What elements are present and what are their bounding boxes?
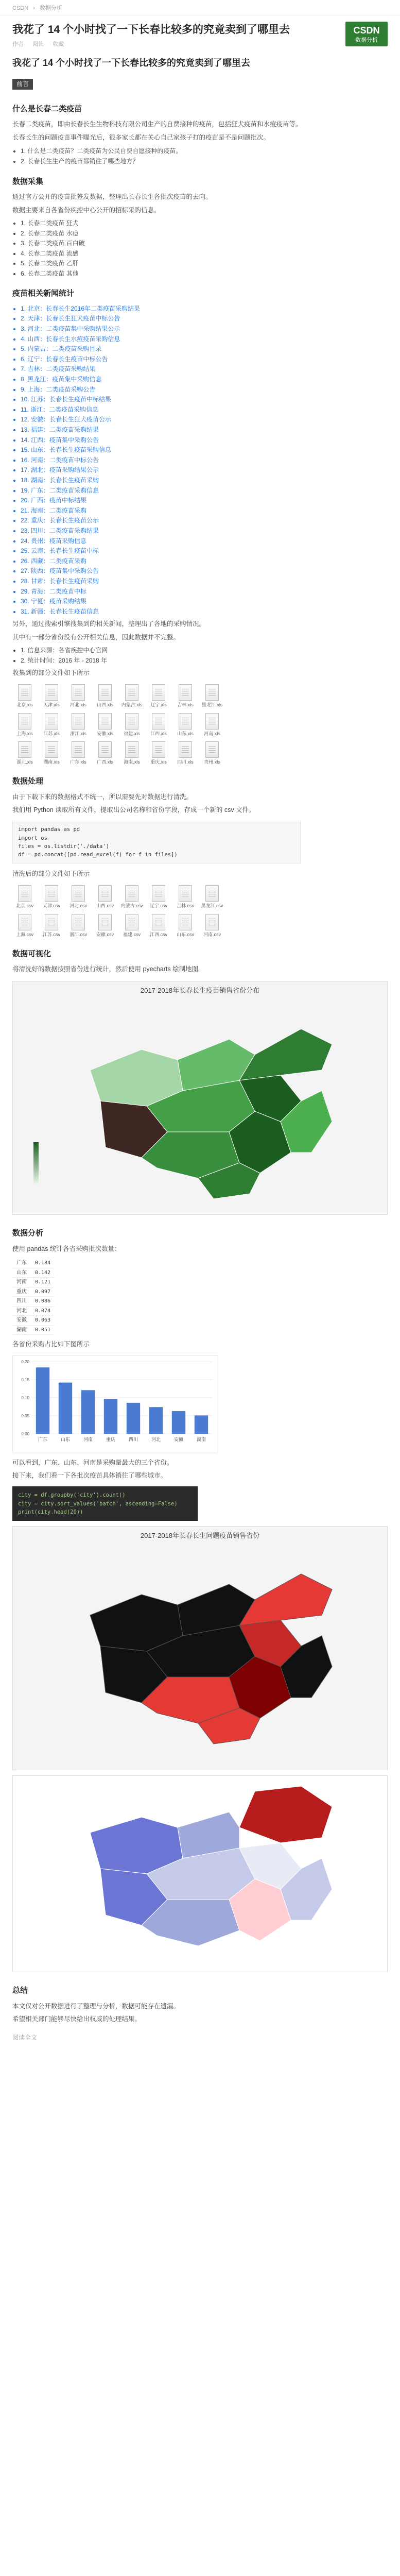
file-icon bbox=[72, 713, 85, 730]
file-item[interactable] bbox=[119, 885, 144, 910]
file-item[interactable] bbox=[200, 885, 224, 910]
file-icon bbox=[205, 885, 219, 902]
y-tick-label: 0.10 bbox=[21, 1396, 29, 1401]
province-table bbox=[12, 1259, 55, 1335]
bar-chart-svg bbox=[13, 1355, 218, 1448]
table-row bbox=[12, 1316, 55, 1326]
table-cell: 0.063 bbox=[31, 1316, 55, 1326]
file-icon bbox=[72, 741, 85, 758]
table-cell: 0.074 bbox=[31, 1306, 55, 1316]
file-item[interactable] bbox=[146, 914, 171, 939]
code-line: import pandas as pd bbox=[18, 826, 80, 833]
news-link[interactable]: • 30. 宁夏：疫苗采购结果 bbox=[21, 597, 388, 606]
file-item[interactable] bbox=[12, 741, 37, 766]
news-link[interactable]: • 31. 新疆：长春长生疫苗信息 bbox=[21, 607, 388, 617]
file-icon bbox=[152, 914, 165, 930]
nav-separator: › bbox=[33, 5, 35, 11]
x-tick-label: 湖南 bbox=[196, 1437, 206, 1443]
file-name: 海南.xls bbox=[124, 759, 140, 765]
file-icon bbox=[205, 914, 219, 930]
nav-home-link[interactable]: CSDN bbox=[12, 5, 29, 11]
code-line: city = city.sort_values('batch', ascending=False) bbox=[18, 1500, 178, 1507]
x-tick-label: 广东 bbox=[38, 1437, 48, 1443]
file-name: 吉林.csv bbox=[176, 903, 194, 908]
x-tick-label: 四川 bbox=[128, 1437, 138, 1443]
file-name: 湖南.xls bbox=[43, 759, 60, 765]
file-item[interactable] bbox=[146, 885, 171, 910]
table-cell: 广东 bbox=[12, 1259, 31, 1268]
section-title-2: 数据采集 bbox=[12, 177, 44, 187]
file-name: 山西.csv bbox=[96, 903, 114, 908]
article-subtitle: 我花了 14 个小时找了一下长春比较多的究竟卖到了哪里去 bbox=[12, 58, 251, 69]
bar bbox=[81, 1391, 95, 1434]
file-item[interactable] bbox=[200, 684, 224, 709]
file-icon bbox=[18, 741, 31, 758]
file-icon bbox=[98, 713, 112, 730]
list-item: • 1. 什么是二类疫苗？二类疫苗为公民自费自愿接种的疫苗。 bbox=[21, 146, 388, 156]
file-icon bbox=[179, 713, 192, 730]
article-header bbox=[0, 15, 400, 49]
news-link[interactable]: • 3. 河北：二类疫苗集中采购结果公示 bbox=[21, 324, 388, 334]
file-item[interactable] bbox=[119, 741, 144, 766]
section-title-summary: 总结 bbox=[12, 1986, 28, 1995]
file-name: 重庆.xls bbox=[150, 759, 167, 765]
file-item[interactable] bbox=[146, 713, 171, 738]
file-item[interactable] bbox=[173, 741, 198, 766]
file-name: 黑龙江.xls bbox=[201, 702, 223, 707]
file-name: 北京.xls bbox=[16, 702, 33, 707]
news-link[interactable]: • 11. 浙江：二类疫苗采购信息 bbox=[21, 405, 388, 415]
map-title: 2017-2018年长春长生疫苗销售省份分布 bbox=[140, 987, 260, 995]
file-item[interactable] bbox=[173, 885, 198, 910]
file-icon bbox=[98, 885, 112, 902]
file-icon bbox=[125, 914, 138, 930]
table-row bbox=[12, 1306, 55, 1316]
file-icon bbox=[205, 713, 219, 730]
news-link-list bbox=[0, 302, 400, 618]
list-item: • 2. 统计时间：2016 年 - 2018 年 bbox=[21, 656, 388, 666]
file-icon bbox=[179, 914, 192, 930]
table-row bbox=[12, 1259, 55, 1268]
code-line: city = df.groupby('city').count() bbox=[18, 1492, 126, 1499]
news-link[interactable]: • 24. 贵州：疫苗采购信息 bbox=[21, 536, 388, 546]
table-cell: 四川 bbox=[12, 1297, 31, 1307]
paragraph: 通过官方公开的疫苗批签发数据，整理出长春长生各批次疫苗的去向。 bbox=[12, 193, 212, 201]
file-item[interactable] bbox=[200, 713, 224, 738]
news-link[interactable]: • 16. 河南：二类疫苗中标公告 bbox=[21, 455, 388, 465]
file-icon bbox=[18, 713, 31, 730]
file-name: 河南.xls bbox=[204, 731, 220, 736]
bar bbox=[127, 1403, 140, 1434]
code-line: df = pd.concat([pd.read_excel(f) for f in files]) bbox=[18, 852, 178, 858]
x-tick-label: 河南 bbox=[83, 1437, 93, 1443]
paragraph: 清洗后的部分文件如下所示 bbox=[12, 870, 90, 878]
table-cell: 湖南 bbox=[12, 1325, 31, 1335]
file-icon bbox=[125, 713, 138, 730]
file-item[interactable] bbox=[200, 914, 224, 939]
file-icon bbox=[72, 914, 85, 930]
bar bbox=[149, 1408, 163, 1434]
table-cell: 河南 bbox=[12, 1278, 31, 1287]
bar bbox=[172, 1411, 185, 1434]
news-link[interactable]: • 28. 甘肃：长春长生疫苗采购 bbox=[21, 577, 388, 586]
file-name: 江苏.xls bbox=[43, 731, 60, 736]
code-line: import os bbox=[18, 835, 47, 841]
section-title-4: 数据处理 bbox=[12, 777, 44, 786]
table-row bbox=[12, 1287, 55, 1297]
news-link[interactable]: • 18. 湖南：长春长生疫苗采购 bbox=[21, 476, 388, 485]
file-name: 福建.csv bbox=[123, 931, 141, 937]
bar-chart bbox=[12, 1355, 218, 1452]
news-link[interactable]: • 1. 北京：长春长生2016年二类疫苗采购结果 bbox=[21, 304, 388, 314]
file-icon bbox=[45, 885, 58, 902]
map-title: 2017-2018年长春长生问题疫苗销售省份 bbox=[140, 1532, 260, 1540]
logo-text: 数据分析 bbox=[355, 37, 378, 44]
file-item[interactable] bbox=[39, 713, 64, 738]
file-icon bbox=[98, 741, 112, 758]
file-icon bbox=[72, 684, 85, 701]
paragraph: 其中有一部分省份没有公开相关信息，因此数据并不完整。 bbox=[12, 633, 180, 641]
paragraph: 另外，通过搜索引擎搜集到的相关新闻，整理出了各地的采购情况。 bbox=[12, 620, 206, 628]
file-item[interactable] bbox=[12, 684, 37, 709]
file-item[interactable] bbox=[39, 741, 64, 766]
file-item[interactable] bbox=[200, 741, 224, 766]
y-tick-label: 0.05 bbox=[21, 1414, 29, 1419]
file-name: 内蒙古.xls bbox=[121, 702, 143, 707]
file-icon bbox=[45, 741, 58, 758]
file-name: 贵州.xls bbox=[204, 759, 220, 765]
news-link[interactable]: • 4. 山西：长春长生水痘疫苗采购信息 bbox=[21, 334, 388, 344]
code-block-dark bbox=[12, 1486, 198, 1521]
news-link[interactable]: • 9. 上海：二类疫苗采购公告 bbox=[21, 385, 388, 395]
file-icon bbox=[18, 885, 31, 902]
section-title-5: 数据可视化 bbox=[12, 949, 51, 958]
file-name: 广西.xls bbox=[97, 759, 113, 765]
toc-label[interactable]: 前言 bbox=[12, 79, 33, 90]
file-icon bbox=[98, 684, 112, 701]
map-figure-red bbox=[12, 1526, 388, 1770]
list-item: • 3. 长春二类疫苗 百白破 bbox=[21, 239, 388, 248]
file-item[interactable] bbox=[146, 684, 171, 709]
file-item[interactable] bbox=[173, 684, 198, 709]
paragraph: 长春二类疫苗，即由长春长生生物科技有限公司生产的自费接种的疫苗，包括狂犬疫苗和水痘疫苗等。 bbox=[12, 121, 302, 128]
list-item: • 1. 长春二类疫苗 狂犬 bbox=[21, 218, 388, 228]
bar bbox=[104, 1399, 117, 1434]
table-cell: 0.142 bbox=[31, 1268, 55, 1278]
paragraph: 接下来，我们看一下各批次疫苗具体销往了哪些城市。 bbox=[12, 1472, 167, 1479]
news-link[interactable]: • 29. 青海：二类疫苗中标 bbox=[21, 587, 388, 597]
file-name: 浙江.xls bbox=[70, 731, 86, 736]
file-icon bbox=[152, 885, 165, 902]
y-tick-label: 0.15 bbox=[21, 1378, 29, 1383]
bar bbox=[59, 1383, 72, 1434]
news-link[interactable]: • 17. 湖北：疫苗采购结果公示 bbox=[21, 465, 388, 475]
file-item[interactable] bbox=[173, 713, 198, 738]
file-item[interactable] bbox=[119, 713, 144, 738]
site-logo[interactable] bbox=[345, 22, 388, 46]
file-name: 福建.xls bbox=[124, 731, 140, 736]
nav-category-link[interactable]: 数据分析 bbox=[39, 5, 62, 11]
file-item[interactable] bbox=[173, 914, 198, 939]
article-meta bbox=[12, 40, 388, 49]
news-link[interactable]: • 19. 广东：二类疫苗采购信息 bbox=[21, 486, 388, 496]
file-name: 河南.csv bbox=[203, 931, 221, 937]
list-item: • 2. 长春长生生产的疫苗都销往了哪些地方？ bbox=[21, 157, 388, 166]
china-map-red bbox=[13, 1543, 387, 1770]
file-name: 江西.csv bbox=[149, 931, 167, 937]
news-link[interactable]: • 10. 江苏：长春长生疫苗中标结果 bbox=[21, 395, 388, 404]
file-name: 四川.xls bbox=[177, 759, 194, 765]
file-name: 安徽.csv bbox=[96, 931, 114, 937]
file-name: 山东.csv bbox=[176, 931, 194, 937]
file-grid-clean bbox=[0, 881, 237, 941]
read-more-link[interactable]: 阅读全文 bbox=[12, 2034, 38, 2042]
paragraph: 本文仅对公开数据进行了整理与分析，数据可能存在遗漏。 bbox=[12, 2002, 180, 2010]
table-row bbox=[12, 1278, 55, 1287]
file-name: 山东.xls bbox=[177, 731, 194, 736]
author-label[interactable]: 作者 bbox=[12, 41, 24, 48]
file-name: 辽宁.xls bbox=[150, 702, 167, 707]
file-name: 北京.csv bbox=[15, 903, 33, 908]
table-row bbox=[12, 1268, 55, 1278]
news-link[interactable]: • 15. 山东：长春长生疫苗采购信息 bbox=[21, 445, 388, 455]
file-item[interactable] bbox=[39, 914, 64, 939]
file-icon bbox=[152, 741, 165, 758]
file-item[interactable] bbox=[66, 713, 91, 738]
logo-mark: CSDN bbox=[353, 25, 380, 36]
collect-button[interactable]: 收藏 bbox=[53, 41, 64, 48]
file-icon bbox=[179, 741, 192, 758]
file-name: 内蒙古.csv bbox=[120, 903, 143, 908]
news-link[interactable]: • 22. 重庆：长春长生疫苗公示 bbox=[21, 516, 388, 526]
file-name: 河北.csv bbox=[69, 903, 87, 908]
x-tick-label: 重庆 bbox=[106, 1437, 116, 1443]
toc bbox=[12, 76, 388, 93]
file-icon bbox=[18, 914, 31, 930]
file-icon bbox=[179, 684, 192, 701]
file-item[interactable] bbox=[119, 684, 144, 709]
read-count: 阅读 bbox=[32, 41, 44, 48]
news-link[interactable]: • 21. 海南：二类疫苗采购 bbox=[21, 506, 388, 516]
y-tick-label: 0.20 bbox=[21, 1360, 29, 1365]
numbered-list bbox=[0, 217, 400, 280]
file-name: 安徽.xls bbox=[97, 731, 113, 736]
table-cell: 0.184 bbox=[31, 1259, 55, 1268]
table-row bbox=[12, 1297, 55, 1307]
code-line: print(city.head(20)) bbox=[18, 1509, 83, 1515]
news-link[interactable]: • 27. 陕西：疫苗集中采购公告 bbox=[21, 566, 388, 576]
file-icon bbox=[98, 914, 112, 930]
code-line: files = os.listdir('./data') bbox=[18, 843, 110, 850]
news-link[interactable]: • 6. 辽宁：长春长生疫苗中标公告 bbox=[21, 354, 388, 364]
news-link[interactable]: • 20. 广西：疫苗中标结果 bbox=[21, 496, 388, 505]
x-tick-label: 河北 bbox=[151, 1437, 161, 1443]
file-name: 山西.xls bbox=[97, 702, 113, 707]
file-item[interactable] bbox=[119, 914, 144, 939]
file-item[interactable] bbox=[93, 713, 117, 738]
file-icon bbox=[45, 914, 58, 930]
file-icon bbox=[125, 885, 138, 902]
file-name: 上海.xls bbox=[16, 731, 33, 736]
file-name: 江苏.csv bbox=[42, 931, 60, 937]
news-link[interactable]: • 23. 四川：二类疫苗采购结果 bbox=[21, 526, 388, 536]
file-item[interactable] bbox=[93, 914, 117, 939]
bar bbox=[36, 1368, 49, 1434]
file-name: 浙江.csv bbox=[69, 931, 87, 937]
x-tick-label: 安徽 bbox=[173, 1437, 184, 1443]
news-link[interactable]: • 7. 吉林：二类疫苗采购结果 bbox=[21, 364, 388, 374]
china-map-green bbox=[13, 998, 387, 1214]
list-item: • 2. 长春二类疫苗 水痘 bbox=[21, 229, 388, 239]
list-item: • 6. 长春二类疫苗 其他 bbox=[21, 269, 388, 279]
file-item[interactable] bbox=[93, 741, 117, 766]
paragraph: 数据主要来自各省份疾控中心公开的招标采购信息。 bbox=[12, 206, 161, 214]
paragraph: 我们用 Python 读取所有文件，提取出公司名称和省份字段，存成一个新的 csv 文件。 bbox=[12, 806, 255, 814]
file-item[interactable] bbox=[93, 885, 117, 910]
paragraph: 希望相关部门能够尽快给出权威的处理结果。 bbox=[12, 2015, 142, 2023]
file-item[interactable] bbox=[39, 684, 64, 709]
file-icon bbox=[125, 741, 138, 758]
bullet-list bbox=[0, 144, 400, 168]
file-name: 辽宁.csv bbox=[149, 903, 167, 908]
file-name: 天津.csv bbox=[42, 903, 60, 908]
file-item[interactable] bbox=[93, 684, 117, 709]
table-cell: 河北 bbox=[12, 1306, 31, 1316]
file-name: 江西.xls bbox=[150, 731, 167, 736]
file-item[interactable] bbox=[66, 914, 91, 939]
chart-caption: 各省份采购占比如下图所示 bbox=[12, 1341, 90, 1348]
x-tick-label: 山东 bbox=[60, 1437, 71, 1443]
news-link[interactable]: • 25. 云南：长春长生疫苗中标 bbox=[21, 546, 388, 556]
file-item[interactable] bbox=[146, 741, 171, 766]
file-name: 湖北.xls bbox=[16, 759, 33, 765]
table-cell: 0.051 bbox=[31, 1325, 55, 1335]
file-name: 黑龙江.csv bbox=[201, 903, 223, 908]
paragraph: 可以看到，广东、山东、河南是采购量最大的三个省份。 bbox=[12, 1459, 173, 1466]
table-cell: 0.086 bbox=[31, 1297, 55, 1307]
files-caption: 收集到的部分文件如下所示 bbox=[12, 669, 90, 677]
file-icon bbox=[45, 684, 58, 701]
file-icon bbox=[125, 684, 138, 701]
file-name: 广东.xls bbox=[70, 759, 86, 765]
code-block bbox=[12, 821, 301, 863]
file-item[interactable] bbox=[12, 713, 37, 738]
news-link[interactable]: • 14. 江西：疫苗集中采购公告 bbox=[21, 435, 388, 445]
file-name: 上海.csv bbox=[15, 931, 33, 937]
article-title: 我花了 14 个小时找了一下长春比较多的究竟卖到了哪里去 bbox=[12, 24, 290, 36]
file-item[interactable] bbox=[66, 741, 91, 766]
file-name: 天津.xls bbox=[43, 702, 60, 707]
file-icon bbox=[179, 885, 192, 902]
file-icon bbox=[18, 684, 31, 701]
section-title-6: 数据分析 bbox=[12, 1229, 44, 1238]
notes-list bbox=[0, 644, 400, 667]
map-figure-green bbox=[12, 981, 388, 1215]
file-icon bbox=[205, 684, 219, 701]
file-icon bbox=[45, 713, 58, 730]
list-item: • 4. 长春二类疫苗 流感 bbox=[21, 249, 388, 259]
file-item[interactable] bbox=[12, 885, 37, 910]
paragraph: 长春长生的问题疫苗事件曝光后，很多家长都在关心自己家孩子打的疫苗是不是问题批次。 bbox=[12, 133, 270, 141]
map-legend bbox=[33, 1142, 39, 1183]
file-icon bbox=[152, 713, 165, 730]
paragraph: 由于下载下来的数据格式不统一，所以需要先对数据进行清洗。 bbox=[12, 793, 193, 801]
file-grid-raw bbox=[0, 680, 237, 769]
file-icon bbox=[152, 684, 165, 701]
top-nav bbox=[0, 0, 400, 15]
table-row bbox=[12, 1325, 55, 1335]
list-item: • 5. 长春二类疫苗 乙肝 bbox=[21, 259, 388, 268]
file-item[interactable] bbox=[66, 684, 91, 709]
paragraph: 使用 pandas 统计各省采购批次数量： bbox=[12, 1245, 121, 1252]
file-name: 吉林.xls bbox=[177, 702, 194, 707]
file-item[interactable] bbox=[66, 885, 91, 910]
news-link[interactable]: • 13. 福建：二类疫苗采购结果 bbox=[21, 425, 388, 435]
section-title-1: 什么是长春二类疫苗 bbox=[12, 104, 82, 113]
table-cell: 山东 bbox=[12, 1268, 31, 1278]
china-map-blue bbox=[13, 1776, 387, 1972]
news-link[interactable]: • 12. 安徽：长春长生狂犬疫苗公示 bbox=[21, 415, 388, 425]
map-figure-blue bbox=[12, 1775, 388, 1972]
table-cell: 安徽 bbox=[12, 1316, 31, 1326]
table-cell: 重庆 bbox=[12, 1287, 31, 1297]
section-title-3: 疫苗相关新闻统计 bbox=[12, 289, 75, 298]
list-item: • 1. 信息来源：各省疾控中心官网 bbox=[21, 646, 388, 655]
news-link[interactable]: • 26. 西藏：二类疫苗采购 bbox=[21, 556, 388, 566]
news-link[interactable]: • 2. 天津：长春长生狂犬疫苗中标公告 bbox=[21, 314, 388, 324]
file-icon bbox=[72, 885, 85, 902]
bar bbox=[195, 1416, 208, 1434]
file-item[interactable] bbox=[39, 885, 64, 910]
table-cell: 0.121 bbox=[31, 1278, 55, 1287]
file-icon bbox=[205, 741, 219, 758]
y-tick-label: 0.00 bbox=[21, 1432, 29, 1437]
news-link[interactable]: • 8. 黑龙江：疫苗集中采购信息 bbox=[21, 375, 388, 384]
paragraph: 将清洗好的数据按照省份进行统计，然后使用 pyecharts 绘制地图。 bbox=[12, 965, 205, 973]
news-link[interactable]: • 5. 内蒙古：二类疫苗采购目录 bbox=[21, 344, 388, 354]
file-name: 河北.xls bbox=[70, 702, 86, 707]
table-cell: 0.097 bbox=[31, 1287, 55, 1297]
file-item[interactable] bbox=[12, 914, 37, 939]
